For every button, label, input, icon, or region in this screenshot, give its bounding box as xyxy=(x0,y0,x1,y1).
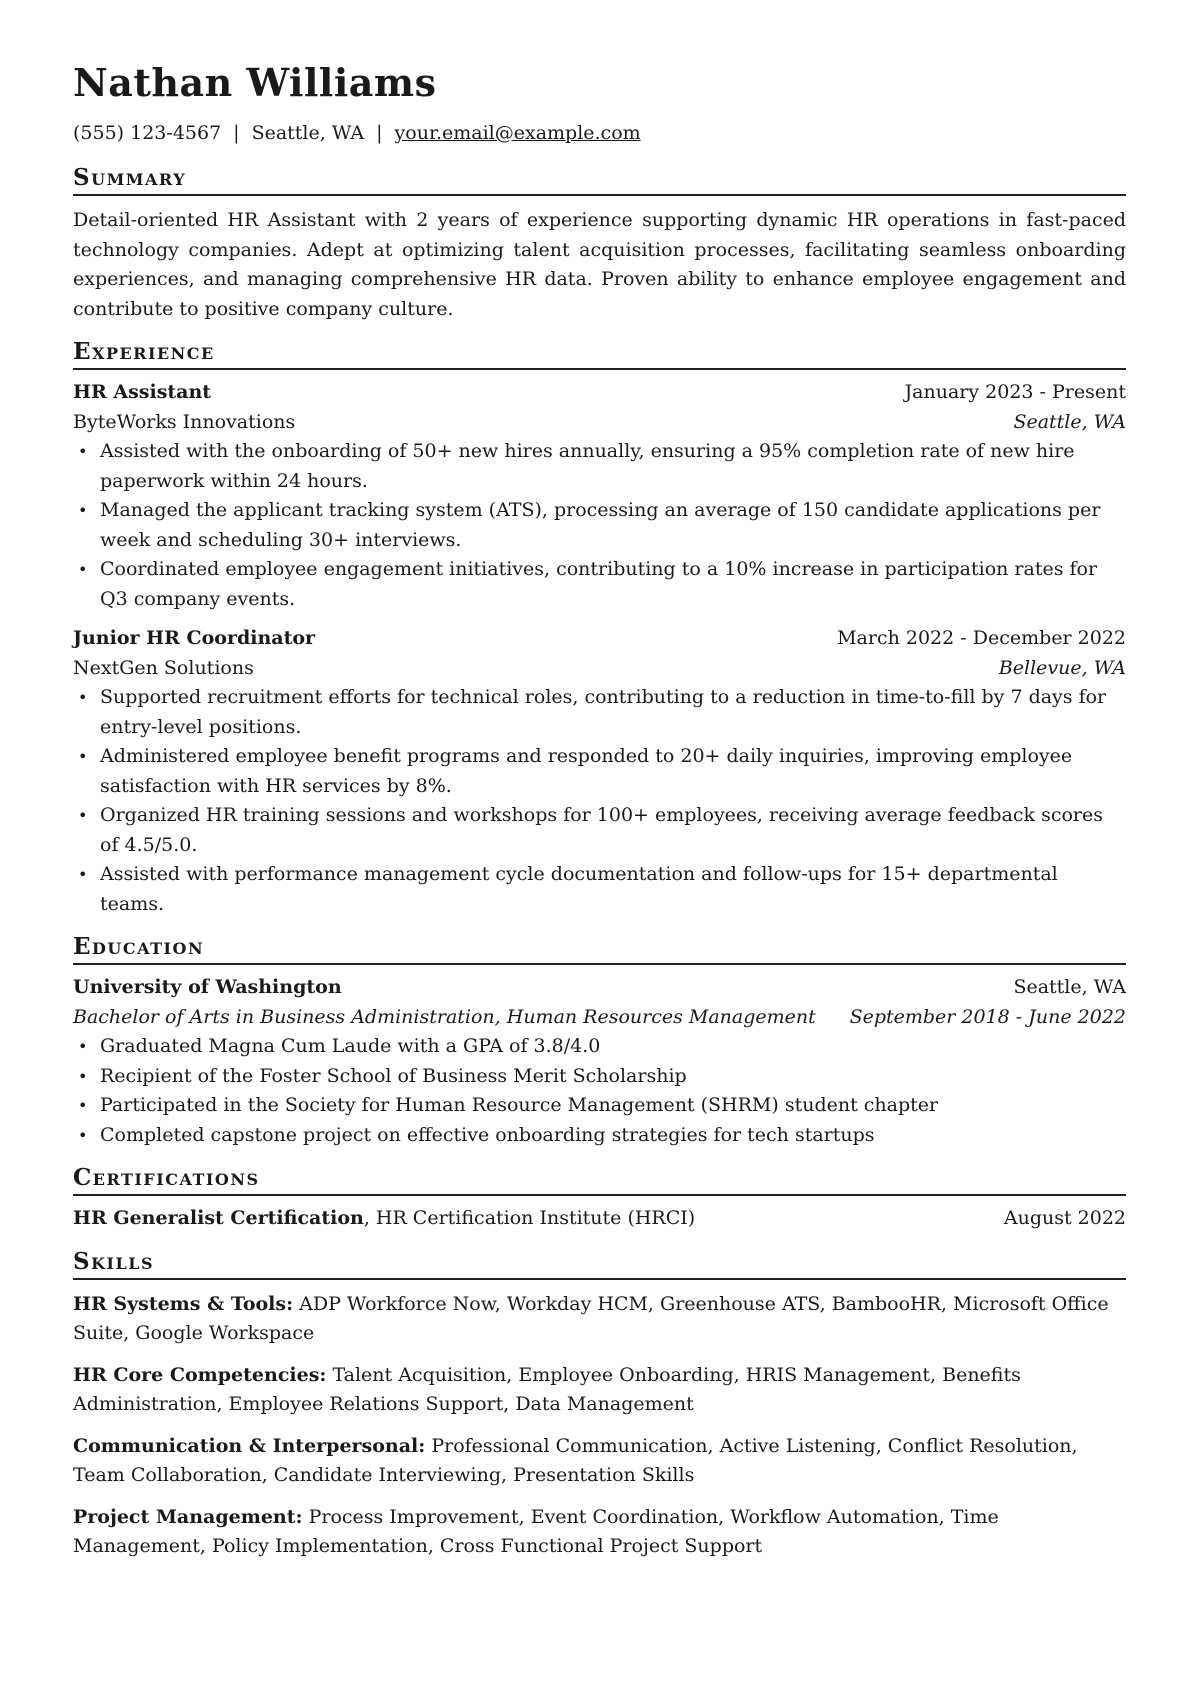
certification-issuer: , HR Certification Institute (HRCI) xyxy=(363,1207,696,1229)
bullet-item: • Coordinated employee engagement initiatives, contributing to a 10% increase in participation rates for Q3 company events. xyxy=(73,555,1126,614)
skill-group-label: Communication & Interpersonal: xyxy=(73,1434,426,1457)
job-title: HR Assistant xyxy=(73,381,212,403)
summary-section xyxy=(73,164,1126,324)
contact-separator: | xyxy=(233,122,240,144)
bullet-item: • Assisted with performance management cycle documentation and follow-ups for 15+ departmental teams. xyxy=(73,860,1126,919)
email-link[interactable]: your.email@example.com xyxy=(394,122,641,144)
job-dates: January 2023 - Present xyxy=(904,381,1126,403)
school-name: University of Washington xyxy=(73,976,342,998)
phone-number: (555) 123-4567 xyxy=(73,122,222,144)
certifications-section xyxy=(73,1164,1126,1234)
job-bullets xyxy=(73,437,1126,614)
bullet-item: • Participated in the Society for Human Resource Management (SHRM) student chapter xyxy=(73,1091,1126,1121)
skill-group xyxy=(73,1290,1126,1349)
skill-group-label: Project Management: xyxy=(73,1505,303,1528)
skill-group-text: Professional Communication, Active Listening, Conflict Resolution, Team Collaboration, Candidate Interviewing, Presentation Skills xyxy=(73,1434,1078,1486)
section-title-certifications: Certifications xyxy=(73,1164,1126,1196)
skill-group xyxy=(73,1432,1126,1491)
bullet-item: • Assisted with the onboarding of 50+ new hires annually, ensuring a 95% completion rate of new hire paperwork within 24 hours. xyxy=(73,437,1126,496)
job-location: Seattle, WA xyxy=(1013,410,1126,433)
bullet-item: • Organized HR training sessions and workshops for 100+ employees, receiving average feedback scores of 4.5/5.0. xyxy=(73,801,1126,860)
bullet-item: • Managed the applicant tracking system (ATS), processing an average of 150 candidate applications per week and scheduling 30+ interviews. xyxy=(73,496,1126,555)
certification-date: August 2022 xyxy=(1003,1207,1126,1229)
education-bullets xyxy=(73,1032,1126,1150)
skill-group xyxy=(73,1503,1126,1562)
company-name: ByteWorks Innovations xyxy=(73,410,296,433)
certification-entry xyxy=(73,1204,1126,1234)
contact-separator: | xyxy=(376,122,383,144)
skill-group-text: Process Improvement, Event Coordination, Workflow Automation, Time Management, Policy Implementation, Cross Functional Project Support xyxy=(73,1505,999,1557)
summary-text: Detail-oriented HR Assistant with 2 years of experience supporting dynamic HR operations in fast-paced technology companies. Adept at optimizing talent acquisition processes, facilitating seamless onboarding experiences, and managing comprehensive HR data. Proven ability to enhance employee engagement and contribute to positive company culture. xyxy=(73,209,1126,320)
candidate-name: Nathan Williams xyxy=(73,60,437,105)
education-section xyxy=(73,933,1126,1150)
skill-group-text: Talent Acquisition, Employee Onboarding, HRIS Management, Benefits Administration, Employee Relations Support, Data Management xyxy=(73,1363,1021,1415)
contact-line xyxy=(73,120,1126,146)
experience-section xyxy=(73,338,1126,919)
education-dates: September 2018 - June 2022 xyxy=(849,1005,1126,1028)
bullet-item: • Completed capstone project on effective onboarding strategies for tech startups xyxy=(73,1121,1126,1151)
job-entry xyxy=(73,378,1126,614)
section-title-skills: Skills xyxy=(73,1248,1126,1280)
job-bullets xyxy=(73,683,1126,919)
bullet-item: • Supported recruitment efforts for technical roles, contributing to a reduction in time-to-fill by 7 days for entry-level positions. xyxy=(73,683,1126,742)
job-entry xyxy=(73,624,1126,919)
bullet-item: • Recipient of the Foster School of Business Merit Scholarship xyxy=(73,1062,1126,1092)
job-dates: March 2022 - December 2022 xyxy=(837,627,1126,649)
skill-group xyxy=(73,1361,1126,1420)
bullet-item: • Graduated Magna Cum Laude with a GPA of 3.8/4.0 xyxy=(73,1032,1126,1062)
section-title-summary: Summary xyxy=(73,164,1126,196)
certification-name: HR Generalist Certification xyxy=(73,1207,364,1229)
resume-page xyxy=(73,60,1126,1562)
job-location: Bellevue, WA xyxy=(998,656,1126,679)
section-title-experience: Experience xyxy=(73,338,1126,370)
skill-group-text: ADP Workforce Now, Workday HCM, Greenhouse ATS, BambooHR, Microsoft Office Suite, Google Workspace xyxy=(73,1292,1109,1344)
job-title: Junior HR Coordinator xyxy=(73,627,316,649)
contact-location: Seattle, WA xyxy=(251,122,365,144)
school-location: Seattle, WA xyxy=(1013,976,1126,998)
skill-group-label: HR Systems & Tools: xyxy=(73,1292,294,1315)
bullet-item: • Administered employee benefit programs and responded to 20+ daily inquiries, improving employee satisfaction with HR services by 8%. xyxy=(73,742,1126,801)
company-name: NextGen Solutions xyxy=(73,656,254,679)
section-title-education: Education xyxy=(73,933,1126,965)
degree: Bachelor of Arts in Business Administration, Human Resources Management xyxy=(73,1005,816,1028)
skill-group-label: HR Core Competencies: xyxy=(73,1363,327,1386)
skills-section xyxy=(73,1248,1126,1562)
education-entry xyxy=(73,973,1126,1150)
